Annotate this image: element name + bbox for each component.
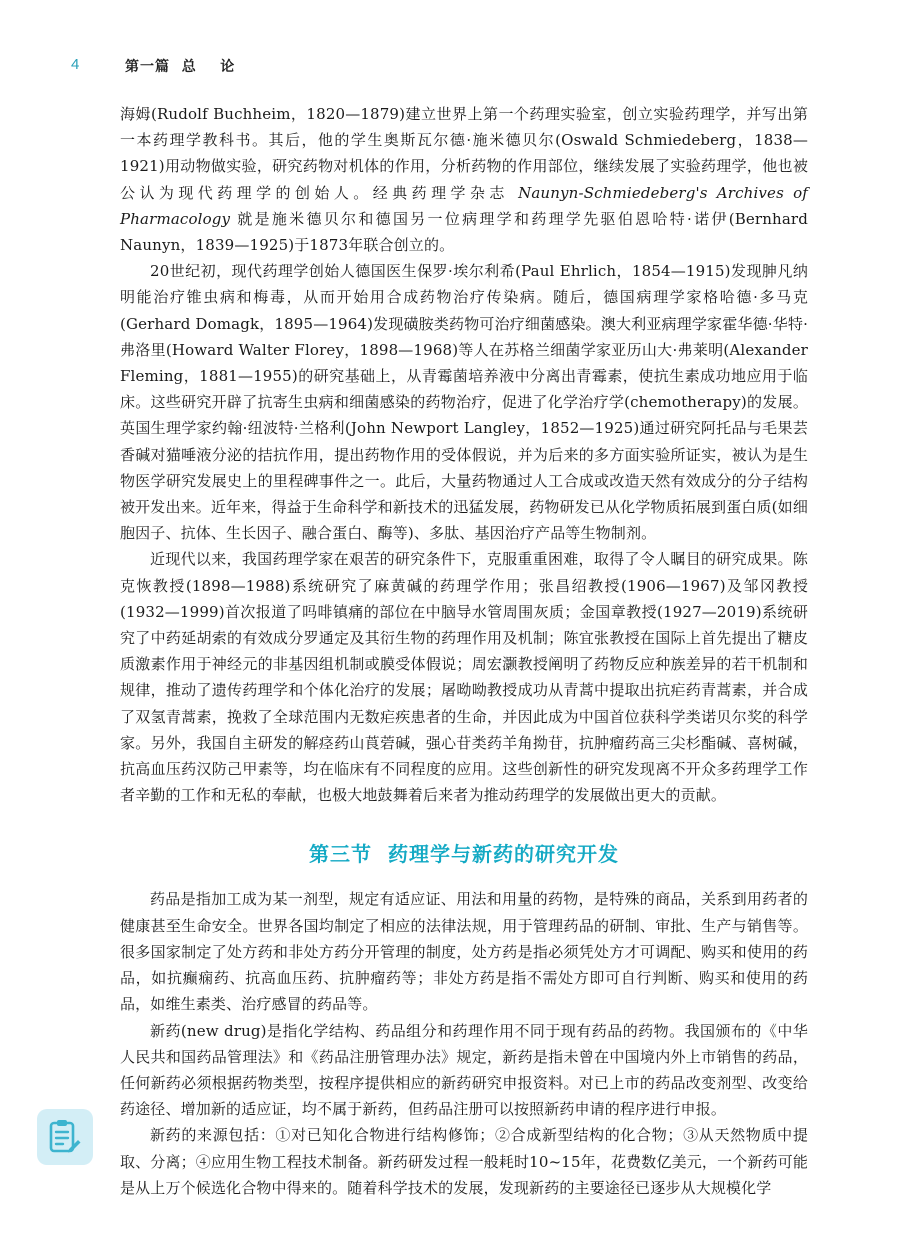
paragraph-text: 海姆(Rudolf Buchheim，1820—1879)建立世界上第一个药理实验室，创立实验药理学，并写出第一本药理学教科书。其后，他的学生奥斯瓦尔德·施米德贝尔(Oswald Schmiedeberg，1838—1921)用动物做实验，研究药物对机体的作用，分析药物的作用部位，继续发展了实验药理学，他也被公认为现代药理学的创始人。经典药理学杂志	[120, 105, 808, 202]
part-title: 第一篇 总 论	[125, 59, 236, 75]
notes-edit-icon-graphic	[49, 1119, 81, 1155]
section-heading: 第三节 药理学与新药的研究开发	[309, 842, 619, 867]
page-number: 4	[71, 56, 80, 73]
journal-name: Naunyn-Schmiedeberg's Archives of Pharmacology	[120, 183, 809, 228]
paragraph-text: 就是施米德贝尔和德国另一位病理学和药理学先驱伯恩哈特·诺伊(Bernhard Naunyn，1839—1925)于1873年联合创立的。	[120, 209, 808, 255]
paragraph: 药品是指加工成为某一剂型，规定有适应证、用法和用量的药物，是特殊的商品，关系到用药者的健康甚至生命安全。世界各国均制定了相应的法律法规，用于管理药品的研制、审批、生产与销售等。很多国家制定了处方药和非处方药分开管理的制度，处方药是指必须凭处方才可调配、购买和使用的药品，如抗癫痫药、抗高血压药、抗肿瘤药等；非处方药是指不需处方即可自行判断、购买和使用的药品，如维生素类、治疗感冒的药品等。	[120, 890, 808, 1014]
paragraph: 新药(new drug)是指化学结构、药品组分和药理作用不同于现有药品的药物。我国颁布的《中华人民共和国药品管理法》和《药品注册管理办法》规定，新药是指未曾在中国境内外上市销售的药品，任何新药必须根据药物类型，按程序提供相应的新药研究申报资料。对已上市的药品改变剂型、改变给药途径、增加新的适应证，均不属于新药，但药品注册可以按照新药申请的程序进行申报。	[120, 1021, 808, 1119]
paragraph	[120, 101, 808, 258]
paragraph: 新药的来源包括：①对已知化合物进行结构修饰；②合成新型结构的化合物；③从天然物质中提取、分离；④应用生物工程技术制备。新药研发过程一般耗时10~15年，花费数亿美元，一个新药可能是从上万个候选化合物中得来的。随着科学技术的发展，发现新药的主要途径已逐步从大规模化学	[120, 1126, 808, 1197]
main-content	[120, 101, 808, 1201]
paragraph: 20世纪初，现代药理学创始人德国医生保罗·埃尔利希(Paul Ehrlich，1854—1915)发现胂凡纳明能治疗锥虫病和梅毒，从而开始用合成药物治疗传染病。随后，德国病理学家格哈德·多马克(Gerhard Domagk，1895—1964)发现磺胺类药物可治疗细菌感染。澳大利亚病理学家霍华德·华特·弗洛里(Howard Walter Florey，1898—1968)等人在苏格兰细菌学家亚历山大·弗莱明(Alexander Fleming，1881—1955)的研究基础上，从青霉菌培养液中分离出青霉素，使抗生素成功地应用于临床。这些研究开辟了抗寄生虫病和细菌感染的药物治疗，促进了化学治疗学(chemotherapy)的发展。英国生理学家约翰·纽波特·兰格利(John Newport Langley，1852—1925)通过研究阿托品与毛果芸香碱对猫唾液分泌的拮抗作用，提出药物作用的受体假说，并为后来的多方面实验所证实，被认为是生物医学研究发展史上的里程碑事件之一。此后，大量药物通过人工合成或改造天然有效成分的分子结构被开发出来。近年来，得益于生命科学和新技术的迅猛发展，药物研发已从化学物质拓展到蛋白质(如细胞因子、抗体、生长因子、融合蛋白、酶等)、多肽、基因治疗产品等生物制剂。	[120, 262, 808, 543]
notes-edit-icon[interactable]	[37, 1109, 93, 1165]
paragraph: 近现代以来，我国药理学家在艰苦的研究条件下，克服重重困难，取得了令人瞩目的研究成果。陈克恢教授(1898—1988)系统研究了麻黄碱的药理学作用；张昌绍教授(1906—1967)及邹冈教授(1932—1999)首次报道了吗啡镇痛的部位在中脑导水管周围灰质；金国章教授(1927—2019)系统研究了中药延胡索的有效成分罗通定及其衍生物的药理作用及机制；陈宜张教授在国际上首先提出了糖皮质激素作用于神经元的非基因组机制或膜受体假说；周宏灏教授阐明了药物反应种族差异的若干机制和规律，推动了遗传药理学和个体化治疗的发展；屠呦呦教授成功从青蒿中提取出抗疟药青蒿素，并合成了双氢青蒿素，挽救了全球范围内无数疟疾患者的生命，并因此成为中国首位获科学类诺贝尔奖的科学家。另外，我国自主研发的解痉药山莨菪碱，强心苷类药羊角拗苷，抗肿瘤药高三尖杉酯碱、喜树碱，抗高血压药汉防己甲素等，均在临床有不同程度的应用。这些创新性的研究发现离不开众多药理学工作者辛勤的工作和无私的奉献，也极大地鼓舞着后来者为推动药理学的发展做出更大的贡献。	[120, 550, 808, 805]
page-header	[71, 52, 831, 82]
